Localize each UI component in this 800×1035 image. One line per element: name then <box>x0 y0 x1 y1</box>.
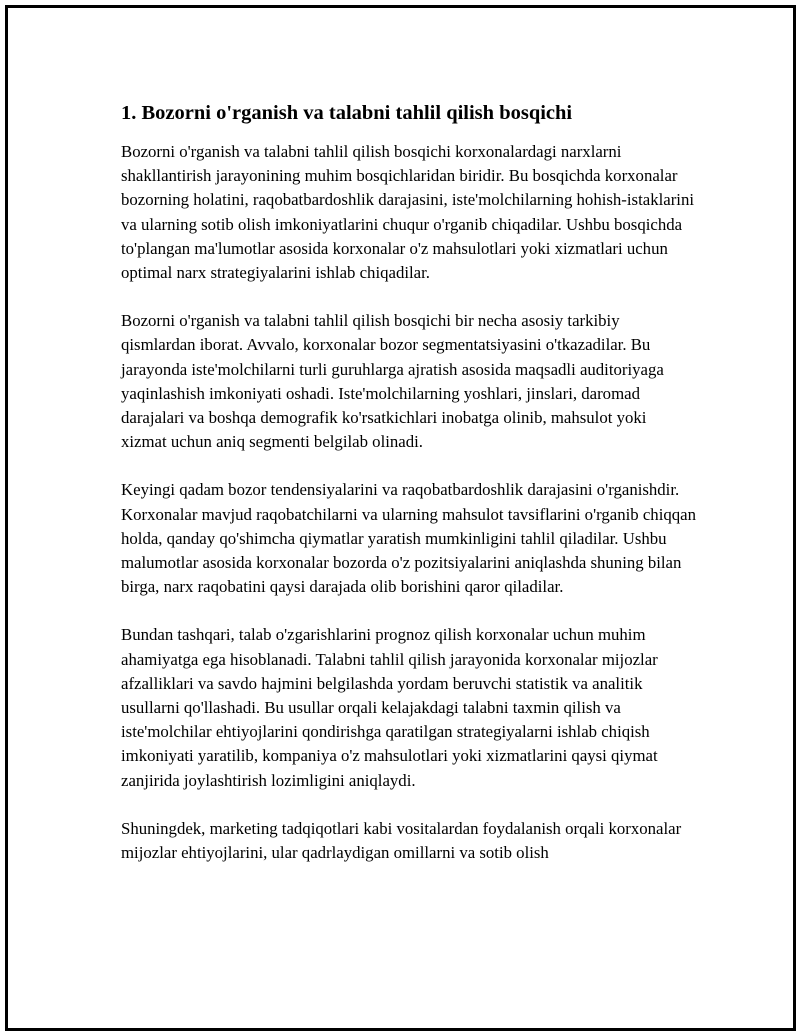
paragraph-5: Shuningdek, marketing tadqiqotlari kabi vositalardan foydalanish orqali korxonalar mijozlar ehtiyojlarini, ular qadrlaydigan omillarni va sotib olish <box>121 818 682 863</box>
section-title: 1. Bozorni o'rganish va talabni tahlil qilish bosqichi <box>121 102 573 124</box>
document-body <box>121 100 696 889</box>
paragraph-3: Keyingi qadam bozor tendensiyalarini va raqobatbardoshlik darajasini o'rganishdir. Korxonalar mavjud raqobatchilarni va ularning mahsulot tavsiflarini o'rganib chiqqan holda, qanday qo'shimcha qiymatlar yaratish mumkinligini tahlil qiladilar. Ushbu malumotlar asosida korxonalar bozorda o'z pozitsiyalarini aniqlashda shuning bilan birga, narx raqobatini qaysi darajada olib borishini qaror qiladilar. <box>121 480 696 597</box>
paragraph-1: Bozorni o'rganish va talabni tahlil qilish bosqichi korxonalardagi narxlarni shakllantirish jarayonining muhim bosqichlaridan biridir. Bu bosqichda korxonalar bozorning holatini, raqobatbardoshlik darajasini, iste'molchilarning hohish-istaklarini va ularning sotib olish imkoniyatlarini chuqur o'rganib chiqadilar. Ushbu bosqichda to'plangan ma'lumotlar asosida korxonalar o'z mahsulotlari yoki xizmatlari uchun optimal narx strategiyalarini ishlab chiqadilar. <box>121 142 694 283</box>
page-frame <box>5 5 796 1031</box>
paragraph-4: Bundan tashqari, talab o'zgarishlarini prognoz qilish korxonalar uchun muhim ahamiyatga ega hisoblanadi. Talabni tahlil qilish jarayonida korxonalar mijozlar afzalliklari va savdo hajmini belgilashda yordam beruvchi statistik va analitik usullarni qo'llashadi. Bu usullar orqali kelajakdagi talabni taxmin qilish va iste'molchilar ehtiyojlarini qondirishga qaratilgan strategiyalarni ishlab chiqish imkoniyati yaratilib, kompaniya o'z mahsulotlari yoki xizmatlarini qaysi qiymat zanjirida joylashtirish lozimligini aniqlaydi. <box>121 625 658 790</box>
paragraph-2: Bozorni o'rganish va talabni tahlil qilish bosqichi bir necha asosiy tarkibiy qismlardan iborat. Avvalo, korxonalar bozor segmentatsiyasini o'tkazadilar. Bu jarayonda iste'molchilarni turli guruhlarga ajratish asosida maqsadli auditoriyaga yaqinlashish imkoniyati oshadi. Iste'molchilarning yoshlari, jinslari, daromad darajalari va boshqa demografik ko'rsatkichlari inobatga olinib, mahsulot yoki xizmat uchun aniq segmenti belgilab olinadi. <box>121 311 664 452</box>
